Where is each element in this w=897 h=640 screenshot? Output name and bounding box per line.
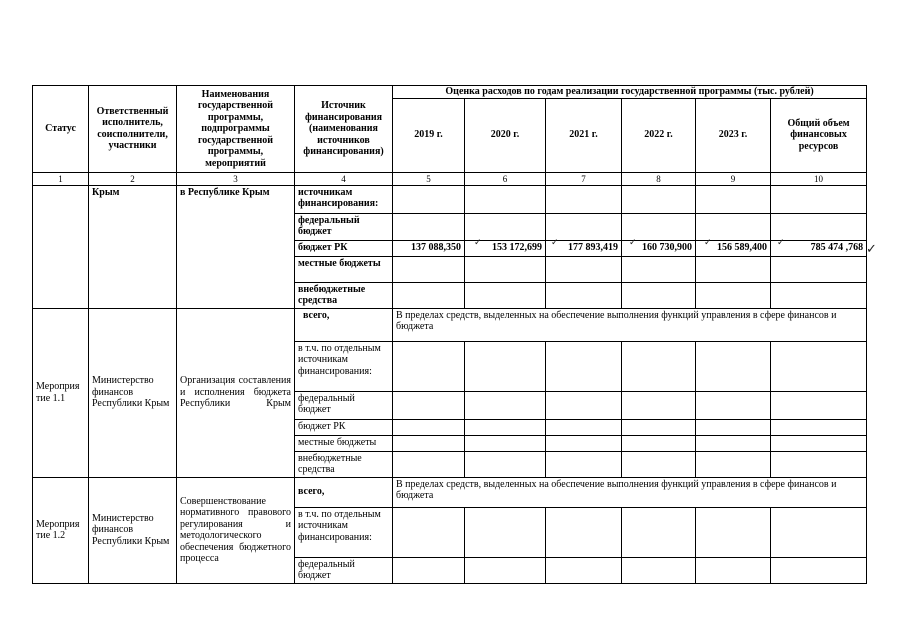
top-executor: Крым: [89, 185, 177, 308]
check-mark-icon: ✓: [551, 238, 559, 248]
col-number: 3: [177, 172, 295, 185]
header-total: Общий объем финансовых ресурсов: [771, 98, 867, 172]
source-label: бюджет РК: [295, 419, 393, 435]
source-label: внебюджетные средства: [295, 282, 393, 308]
source-label: источникам финансирования:: [295, 185, 393, 213]
source-label: бюджет РК: [295, 240, 393, 256]
header-source: Источник финансирования (наименования источников финансирования): [295, 86, 393, 173]
source-label: внебюджетные средства: [295, 451, 393, 477]
column-number-row: [33, 172, 867, 185]
total-label: всего,: [295, 308, 393, 341]
header-year-2023: 2023 г.: [696, 98, 771, 172]
source-label: федеральный бюджет: [295, 213, 393, 240]
measure-2-executor: Министерство финансов Республики Крым: [89, 477, 177, 583]
value-2020: 153 172,699: [465, 240, 546, 256]
header-year-2022: 2022 г.: [622, 98, 696, 172]
source-label: в т.ч. по отдельным источникам финансирования:: [295, 507, 393, 557]
source-label: местные бюджеты: [295, 435, 393, 451]
check-mark-icon: ✓: [474, 238, 482, 248]
source-label: в т.ч. по отдельным источникам финансирования:: [295, 341, 393, 391]
header-executor: Ответственный исполнитель, соисполнители, участники: [89, 86, 177, 173]
measure-1-note: В пределах средств, выделенных на обеспечение выполнения функций управления в сфере финансов и бюджета: [393, 308, 867, 341]
header-year-2019: 2019 г.: [393, 98, 465, 172]
col-number: 7: [546, 172, 622, 185]
header-program: Наименования государственной программы, подпрограммы государственной программы, мероприятий: [177, 86, 295, 173]
header-estimate: Оценка расходов по годам реализации государственной программы (тыс. рублей): [393, 86, 867, 99]
table-row: [33, 308, 867, 341]
value-2023: 156 589,400: [696, 240, 771, 256]
check-mark-icon: ✓: [704, 238, 712, 248]
source-label: федеральный бюджет: [295, 391, 393, 419]
budget-table: [32, 85, 867, 584]
col-number: 1: [33, 172, 89, 185]
measure-2-program: Совершенствование нормативного правового регулирования и методологического обеспечения бюджетного процесса: [177, 477, 295, 583]
source-label: федеральный бюджет: [295, 557, 393, 583]
measure-2-status: Мероприя тие 1.2: [33, 477, 89, 583]
table-row: [33, 477, 867, 507]
value-2022: 160 730,900: [622, 240, 696, 256]
col-number: 4: [295, 172, 393, 185]
total-label: всего,: [295, 477, 393, 507]
check-mark-icon: ✓: [629, 238, 637, 248]
table-row: [33, 185, 867, 213]
check-mark-icon: ✓: [777, 238, 785, 248]
col-number: 9: [696, 172, 771, 185]
value-total: 785 474 ,768: [771, 240, 867, 256]
header-year-2021: 2021 г.: [546, 98, 622, 172]
value-2021: 177 893,419: [546, 240, 622, 256]
col-number: 10: [771, 172, 867, 185]
source-label: местные бюджеты: [295, 256, 393, 282]
header-year-2020: 2020 г.: [465, 98, 546, 172]
check-mark-icon: ✓: [866, 242, 877, 257]
measure-1-status: Мероприя тие 1.1: [33, 308, 89, 477]
col-number: 2: [89, 172, 177, 185]
col-number: 5: [393, 172, 465, 185]
value-2019: 137 088,350: [393, 240, 465, 256]
top-status-cell: [33, 185, 89, 308]
header-status: Статус: [33, 86, 89, 173]
measure-2-note: В пределах средств, выделенных на обеспечение выполнения функций управления в сфере финансов и бюджета: [393, 477, 867, 507]
top-program: в Республике Крым: [177, 185, 295, 308]
budget-document: [32, 85, 866, 584]
col-number: 8: [622, 172, 696, 185]
measure-1-program: Организация составления и исполнения бюджета Республики Крым: [177, 308, 295, 477]
measure-1-executor: Министерство финансов Республики Крым: [89, 308, 177, 477]
col-number: 6: [465, 172, 546, 185]
